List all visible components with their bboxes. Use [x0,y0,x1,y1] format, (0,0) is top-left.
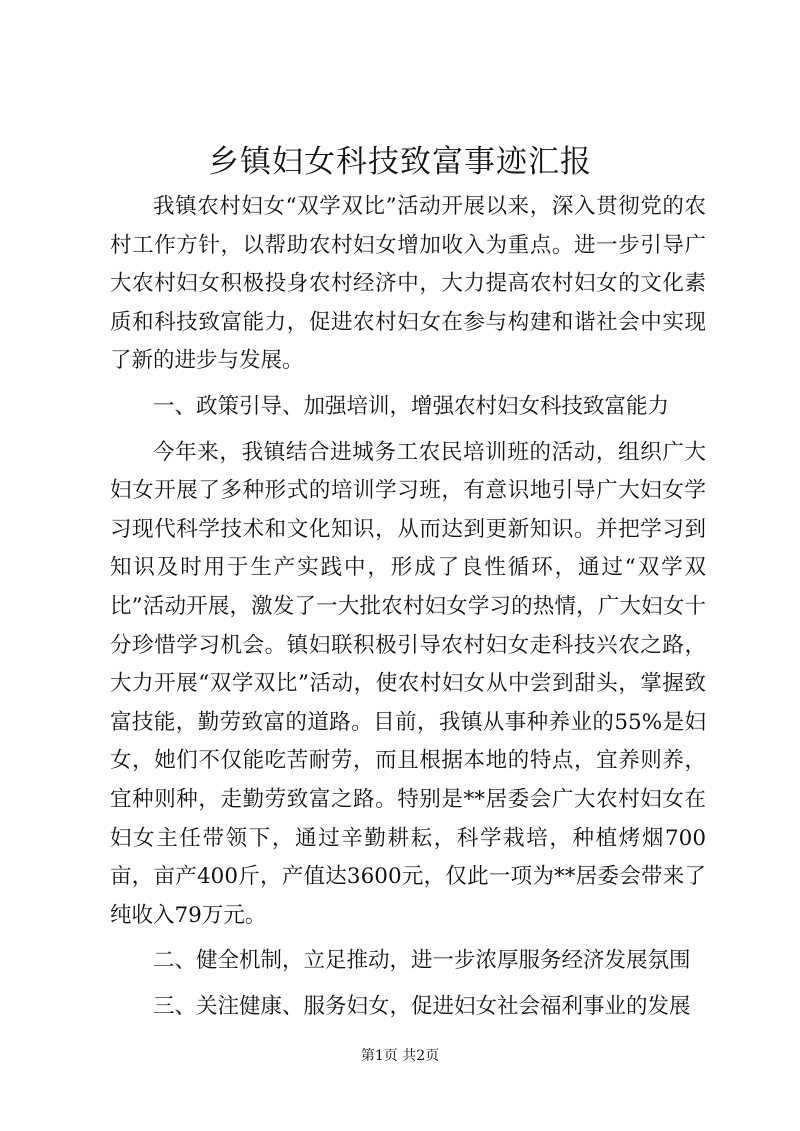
document-title: 乡镇妇女科技致富事迹汇报 [208,144,592,180]
section-heading-2: 二、健全机制，立足推动，进一步浓厚服务经济发展氛围 [153,948,691,974]
paragraph-gap [110,381,706,388]
paragraph-gap [110,981,706,988]
page-footer: 第1页 共2页 [360,1048,440,1064]
section-1-paragraph: 今年来，我镇结合进城务工农民培训班的活动，组织广大妇女开展了多种形式的培训学习班，有意识地引导广大妇女学习现代科学技术和文化知识，从而达到更新知识。并把学习到知识及时用于生产实践中，形成了良性循环，通过“双学双比”活动开展，激发了一大批农村妇女学习的热情，广大妇女十分珍惜学习机会。镇妇联积极引导农村妇女走科技兴农之路，大力开展“双学双比”活动，使农村妇女从中尝到甜头，掌握致富技能，勤劳致富的道路。目前，我镇从事种养业的55%是妇女，她们不仅能吃苦耐劳，而且根据本地的特点，宜养则养，宜种则种，走勤劳致富之路。特别是**居委会广大农村妇女在妇女主任带领下，通过辛勤耕耘，科学栽培，种植烤烟700亩，亩产400斤，产值达3600元，仅此一项为**居委会带来了纯收入79万元。 [110,439,706,928]
paragraph-gap [110,935,706,942]
section-heading-3: 三、关注健康、服务妇女，促进妇女社会福利事业的发展 [153,993,691,1019]
section-heading-1: 一、政策引导、加强培训，增强农村妇女科技致富能力 [153,393,670,419]
intro-paragraph: 我镇农村妇女“双学双比”活动开展以来，深入贯彻党的农村工作方针，以帮助农村妇女增加收入为重点。进一步引导广大农村妇女积极投身农村经济中，大力提高农村妇女的文化素质和科技致富能力，促进农村妇女在参与构建和谐社会中实现了新的进步与发展。 [110,194,706,374]
paragraph-gap [110,427,706,434]
document-body [110,188,706,1026]
